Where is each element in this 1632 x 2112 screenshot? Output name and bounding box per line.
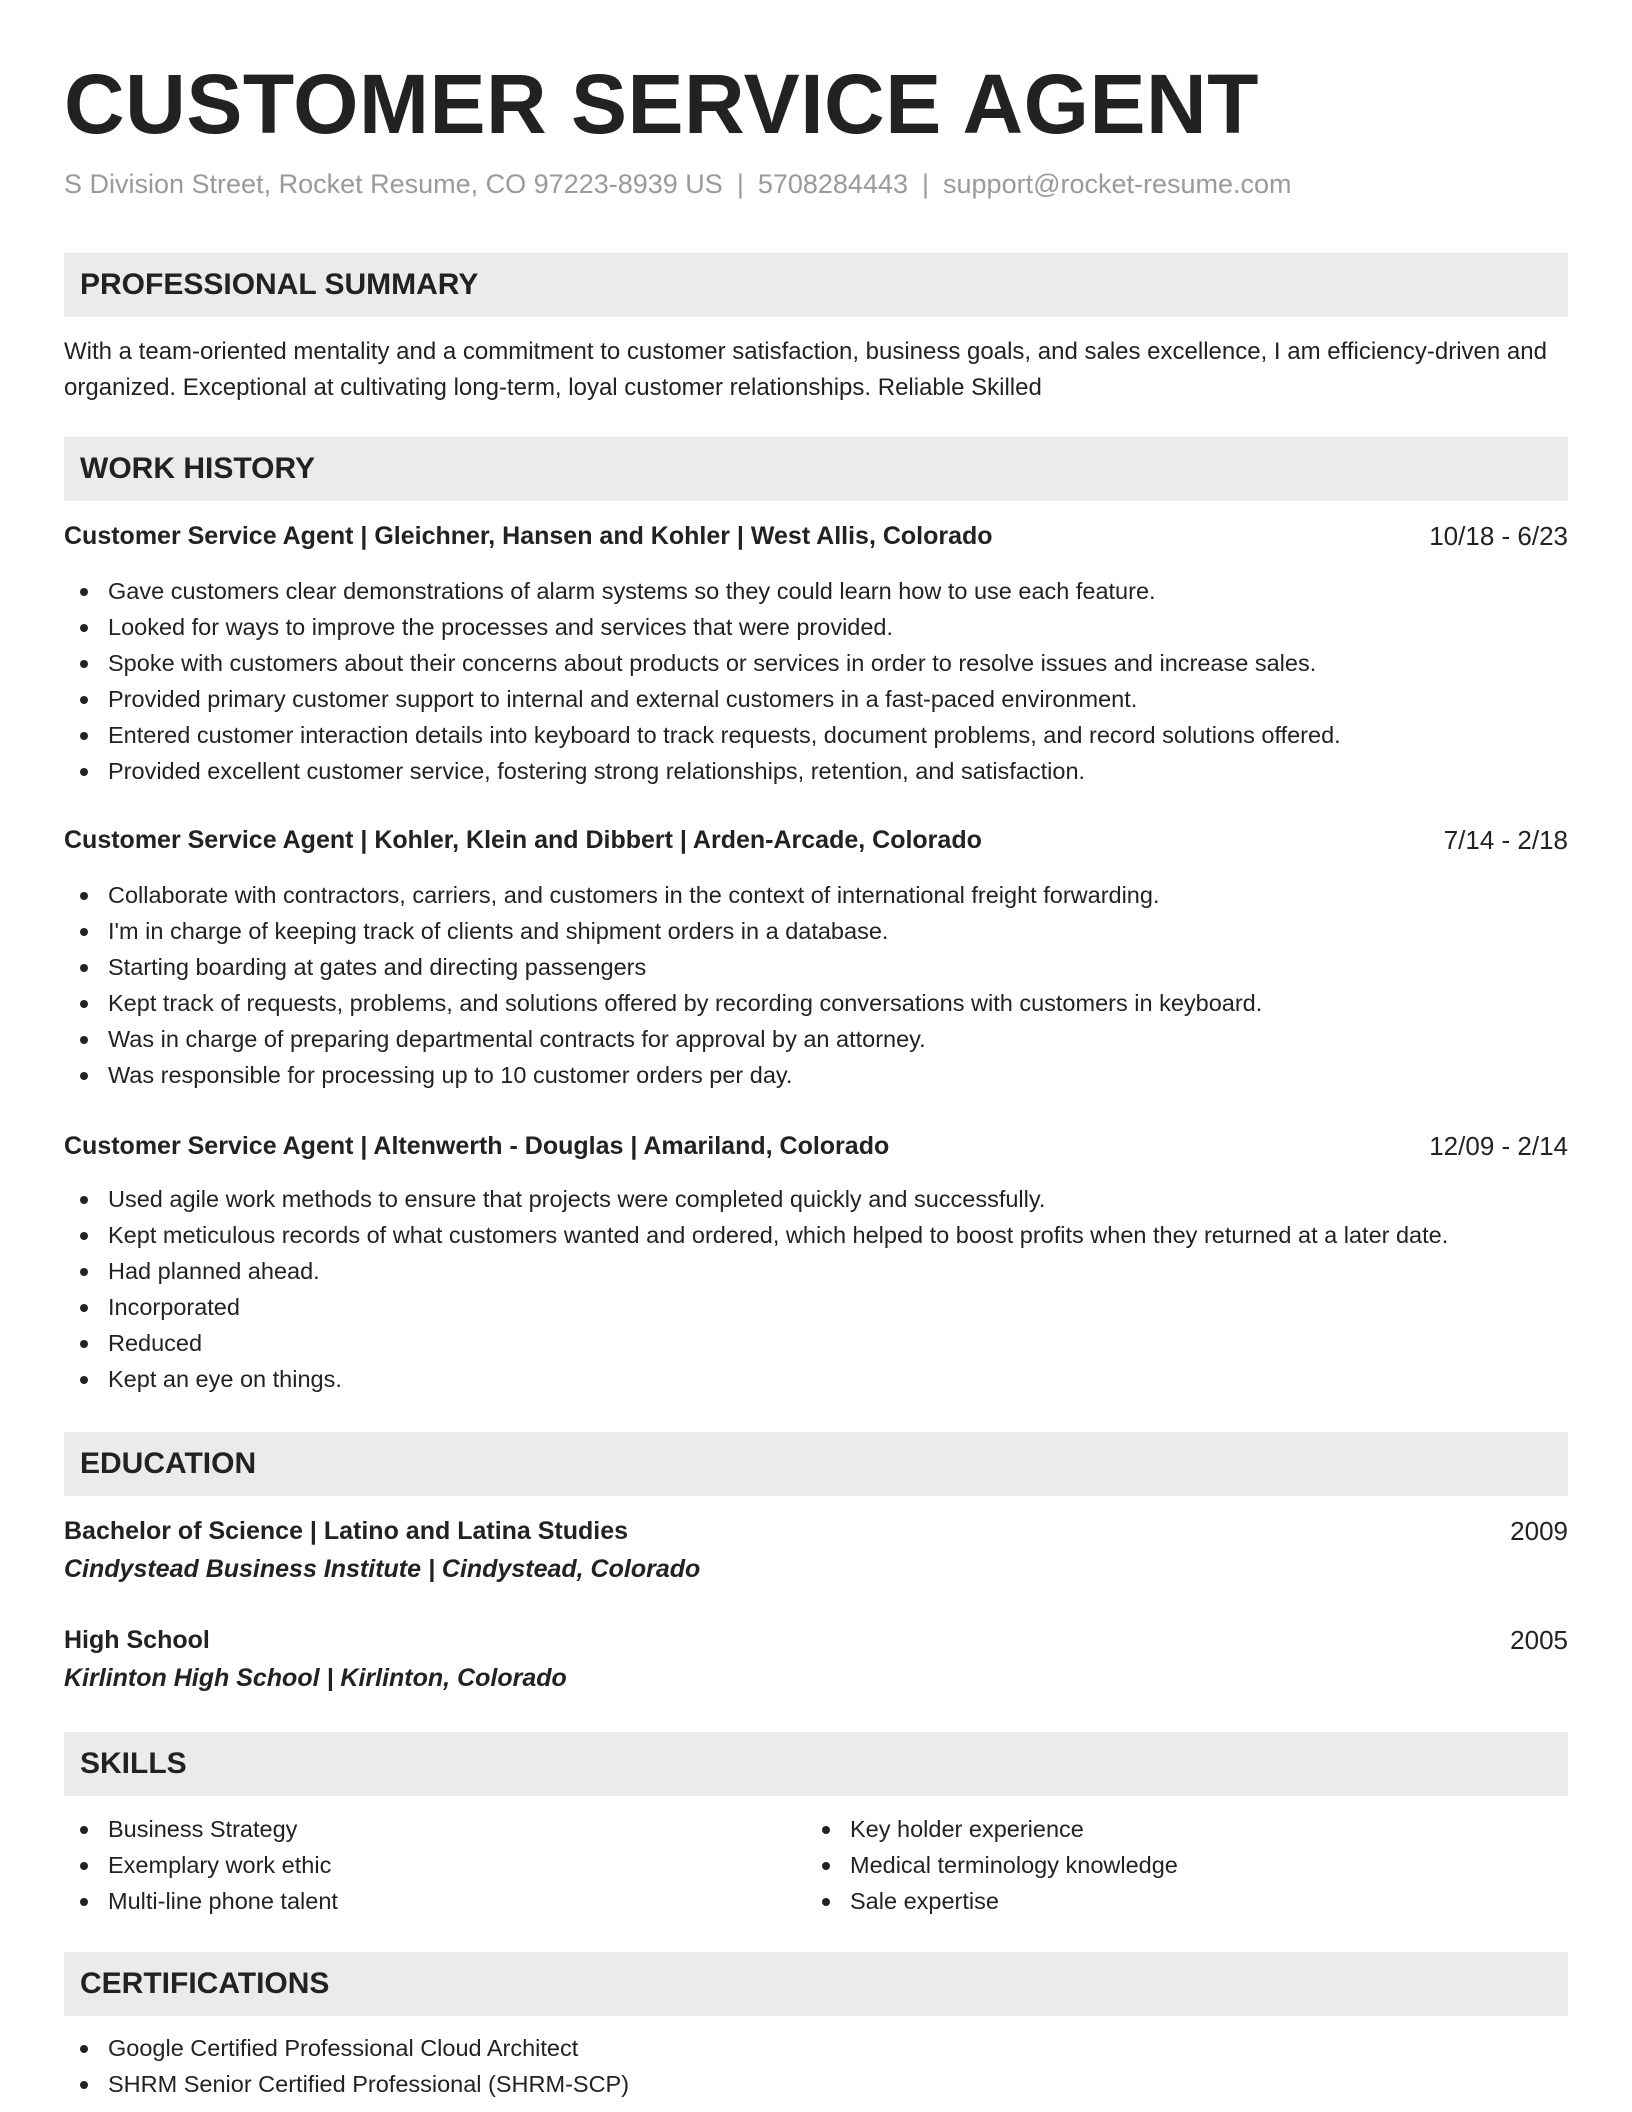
bullet-icon <box>80 660 88 668</box>
bullet-icon <box>822 1898 830 1906</box>
bullet-icon <box>80 1000 88 1008</box>
list-item: Incorporated <box>64 1289 1568 1325</box>
bullet-icon <box>80 928 88 936</box>
bullet-icon <box>80 1304 88 1312</box>
summary-text: With a team-oriented mentality and a commitment to customer satisfaction, business goals, and sales excellence, I am efficiency-driven and organized. Exceptional at cultivating long-term, loyal customer relationships. Reliable Skilled <box>64 338 1547 401</box>
list-item: Starting boarding at gates and directing passengers <box>64 949 1568 985</box>
bullet-icon <box>80 1036 88 1044</box>
bullet-icon <box>822 1826 830 1834</box>
list-item: Spoke with customers about their concerns about products or services in order to resolve issues and increase sales. <box>64 645 1568 681</box>
education-year: 2009 <box>1510 1516 1568 1546</box>
education-degree: Bachelor of Science | Latino and Latina Studies <box>64 1517 629 1545</box>
bullet-icon <box>80 2045 88 2053</box>
list-item: Medical terminology knowledge <box>806 1847 1178 1883</box>
bullet-icon <box>80 768 88 776</box>
bullet-icon <box>80 1196 88 1204</box>
section-title: SKILLS <box>80 1747 187 1780</box>
skills-list-left <box>64 1811 338 1919</box>
list-item: Multi-line phone talent <box>64 1883 338 1919</box>
list-item: Kept meticulous records of what customers wanted and ordered, which helped to boost profits when they returned at a later date. <box>64 1217 1568 1253</box>
job-dates: 12/09 - 2/14 <box>1429 1131 1568 1161</box>
section-title: WORK HISTORY <box>80 452 316 485</box>
section-header-certifications <box>64 1952 1568 2016</box>
list-item: Was responsible for processing up to 10 customer orders per day. <box>64 1057 1568 1093</box>
job-dates: 10/18 - 6/23 <box>1429 521 1568 551</box>
job-dates: 7/14 - 2/18 <box>1443 825 1568 855</box>
education-degree: High School <box>64 1626 210 1654</box>
bullet-icon <box>80 2081 88 2089</box>
bullet-icon <box>80 1862 88 1870</box>
list-item: SHRM Senior Certified Professional (SHRM-SCP) <box>64 2066 1568 2102</box>
bullet-icon <box>80 1826 88 1834</box>
bullet-icon <box>80 1268 88 1276</box>
candidate-name: CUSTOMER SERVICE AGENT <box>64 57 1259 151</box>
bullet-icon <box>80 624 88 632</box>
bullet-icon <box>80 1340 88 1348</box>
skills-list-right <box>806 1811 1178 1919</box>
list-item: Provided primary customer support to internal and external customers in a fast-paced environment. <box>64 681 1568 717</box>
certifications-list <box>64 2030 1568 2102</box>
list-item: Had planned ahead. <box>64 1253 1568 1289</box>
list-item: Provided excellent customer service, fostering strong relationships, retention, and satisfaction. <box>64 753 1568 789</box>
address: S Division Street, Rocket Resume, CO 97223-8939 US <box>64 169 723 199</box>
list-item: Reduced <box>64 1325 1568 1361</box>
bullet-icon <box>80 588 88 596</box>
list-item: Looked for ways to improve the processes and services that were provided. <box>64 609 1568 645</box>
job-title: Customer Service Agent | Gleichner, Hansen and Kohler | West Allis, Colorado <box>64 522 993 550</box>
education-school: Kirlinton High School | Kirlinton, Colorado <box>64 1664 567 1692</box>
job-bullet-list <box>64 573 1568 789</box>
job-bullet-list <box>64 877 1568 1093</box>
section-title: EDUCATION <box>80 1447 257 1480</box>
job-title: Customer Service Agent | Kohler, Klein and Dibbert | Arden-Arcade, Colorado <box>64 826 982 854</box>
list-item: Was in charge of preparing departmental contracts for approval by an attorney. <box>64 1021 1568 1057</box>
section-title: CERTIFICATIONS <box>80 1967 330 2000</box>
contact-line <box>64 166 1292 202</box>
job-bullet-list <box>64 1181 1568 1397</box>
list-item: Exemplary work ethic <box>64 1847 338 1883</box>
list-item: Business Strategy <box>64 1811 338 1847</box>
list-item: Kept an eye on things. <box>64 1361 1568 1397</box>
bullet-icon <box>80 1376 88 1384</box>
list-item: I'm in charge of keeping track of clients and shipment orders in a database. <box>64 913 1568 949</box>
bullet-icon <box>80 964 88 972</box>
email[interactable]: support@rocket-resume.com <box>943 169 1292 199</box>
section-header-work-history <box>64 437 1568 501</box>
bullet-icon <box>80 892 88 900</box>
list-item: Collaborate with contractors, carriers, and customers in the context of international freight forwarding. <box>64 877 1568 913</box>
section-header-summary <box>64 253 1568 317</box>
bullet-icon <box>822 1862 830 1870</box>
bullet-icon <box>80 1898 88 1906</box>
bullet-icon <box>80 696 88 704</box>
bullet-icon <box>80 1072 88 1080</box>
list-item: Gave customers clear demonstrations of alarm systems so they could learn how to use each feature. <box>64 573 1568 609</box>
separator: | <box>736 169 744 199</box>
bullet-icon <box>80 1232 88 1240</box>
list-item: Entered customer interaction details into keyboard to track requests, document problems, and record solutions offered. <box>64 717 1568 753</box>
list-item: Sale expertise <box>806 1883 1178 1919</box>
list-item: Kept track of requests, problems, and solutions offered by recording conversations with customers in keyboard. <box>64 985 1568 1021</box>
section-header-education <box>64 1432 1568 1496</box>
education-year: 2005 <box>1510 1625 1568 1655</box>
section-title: PROFESSIONAL SUMMARY <box>80 268 479 301</box>
job-title: Customer Service Agent | Altenwerth - Douglas | Amariland, Colorado <box>64 1132 890 1160</box>
list-item: Google Certified Professional Cloud Architect <box>64 2030 1568 2066</box>
separator: | <box>922 169 930 199</box>
bullet-icon <box>80 732 88 740</box>
education-school: Cindystead Business Institute | Cindystead, Colorado <box>64 1555 701 1583</box>
list-item: Used agile work methods to ensure that projects were completed quickly and successfully. <box>64 1181 1568 1217</box>
list-item: Key holder experience <box>806 1811 1178 1847</box>
section-header-skills <box>64 1732 1568 1796</box>
phone[interactable]: 5708284443 <box>757 169 908 199</box>
